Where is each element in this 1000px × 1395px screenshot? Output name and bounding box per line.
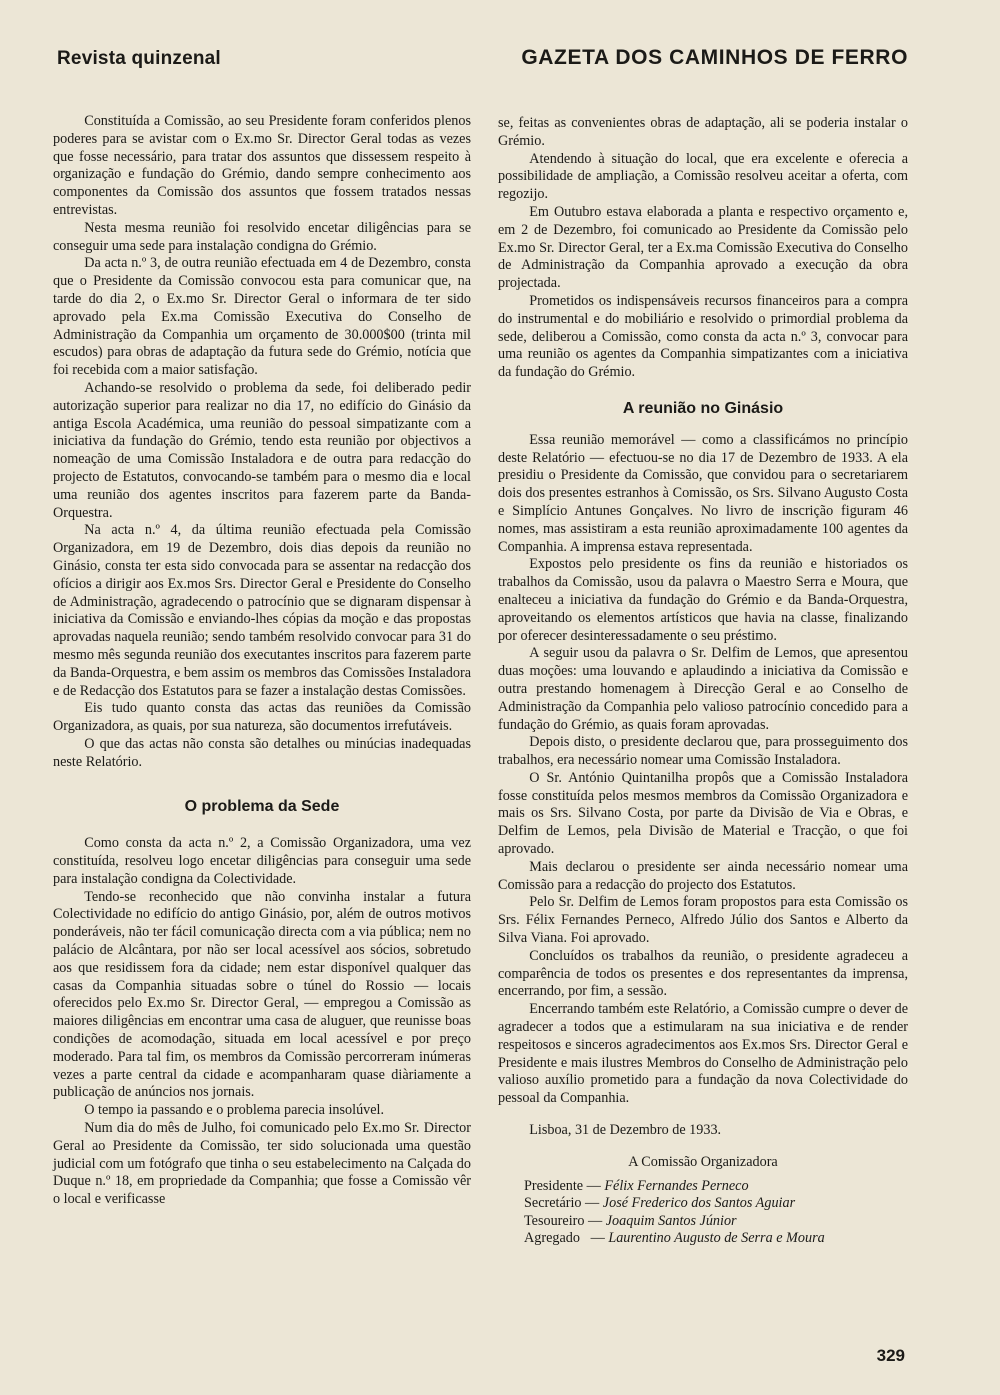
right-paragraphs-after (498, 432, 908, 1108)
left-column (53, 113, 471, 1209)
paragraph: Atendendo à situação do local, que era excelente e oferecia a possibilidade de ampliação, a Comissão resolveu aceitar a oferta, com regozijo. (498, 150, 908, 203)
left-paragraphs-after (53, 835, 471, 1209)
signature-line (524, 1230, 908, 1248)
paragraph: Em Outubro estava elaborada a planta e respectivo orçamento e, em 2 de Dezembro, foi comunicado ao Presidente da Comissão pelo Ex.mo Sr. Director Geral, ter a Ex.ma Comissão Executiva do Conselho de Administração da Companhia aprovado a execução da obra projectada. (498, 203, 908, 292)
paragraph: se, feitas as convenientes obras de adaptação, ali se poderia instalar o Grémio. (498, 115, 908, 149)
header-right-title: GAZETA DOS CAMINHOS DE FERRO (521, 46, 908, 69)
signature-name: Félix Fernandes Perneco (604, 1177, 749, 1194)
signature-role: Agregado — (524, 1230, 609, 1247)
signature-line (524, 1178, 908, 1196)
paragraph: Nesta mesma reunião foi resolvido encetar diligências para se conseguir uma sede para instalação condigna do Grémio. (53, 219, 471, 254)
paragraph: Prometidos os indispensáveis recursos financeiros para a compra do instrumental e do mobiliário e resolvido o primordial problema da sede, deliberou a Comissão, como consta da acta n.º 3, convocar para uma reunião os agentes da Companhia simpatizantes com a iniciativa da fundação do Grémio. (498, 292, 908, 381)
paragraph: O Sr. António Quintanilha propôs que a Comissão Instaladora fosse constituída pelos mesmos membros da Comissão Organizadora e mais os Srs. Silvano Costa, por parte da Divisão de Via e Obras, e Delfim de Lemos, pela Divisão de Material e Tracção, o que foi aprovado. (498, 769, 908, 858)
right-paragraphs (498, 115, 908, 382)
signature-role: Tesoureiro — (524, 1212, 606, 1229)
signature-role: Presidente — (524, 1177, 605, 1194)
paragraph: Mais declarou o presidente ser ainda necessário nomear uma Comissão para a redacção do projecto dos Estatutos. (498, 858, 908, 893)
signature-name: José Frederico dos Santos Aguiar (602, 1195, 796, 1212)
section-heading-sede: O problema da Sede (184, 798, 340, 816)
signature-role: Secretário — (524, 1195, 603, 1212)
date-line: Lisboa, 31 de Dezembro de 1933. (529, 1122, 722, 1139)
paragraph: Na acta n.º 4, da última reunião efectuada pela Comissão Organizadora, em 19 de Dezembro, dois dias depois da reunião no Ginásio, consta ter esta sido convocada para se assentar na redacção dos ofícios a dirigir aos Ex.mos Srs. Director Geral e Presidente do Conselho de Administração, agradecendo o patrocínio que se dignaram dispensar à iniciativa da Comissão e enviando-lhes cópias da moção e das propostas aprovadas naquela reunião; sendo também resolvido convocar para 31 do mesmo mês segunda reunião dos executantes inscritos para fazerem parte da Banda-Orquestra, e bem assim os membros das Comissões Instaladora e de Redacção dos Estatutos para se fazer a instalação destas Comissões. (53, 522, 471, 699)
paragraph: Concluídos os trabalhos da reunião, o presidente agradeceu a comparência de todos os presentes e dos representantes da imprensa, encerrando, por fim, a sessão. (498, 947, 908, 1000)
signature-name: Laurentino Augusto de Serra e Moura (608, 1230, 825, 1247)
left-paragraphs (53, 113, 471, 771)
paragraph: A seguir usou da palavra o Sr. Delfim de Lemos, que apresentou duas moções: uma louvando e aplaudindo a iniciativa da Comissão e outra prestando homenagem à Direcção Geral e ao Conselho de Administração da Companhia pelo valioso patrocínio concedido para a fundação do Grémio, as quais foram aprovadas. (498, 645, 908, 733)
paragraph: O que das actas não consta são detalhes ou minúcias inadequadas neste Relatório. (53, 735, 471, 770)
paragraph: Eis tudo quanto consta das actas das reuniões da Comissão Organizadora, as quais, por sua natureza, são documentos irrefutáveis. (53, 700, 471, 735)
paragraph: Como consta da acta n.º 2, a Comissão Organizadora, uma vez constituída, resolveu logo encetar diligências para conseguir uma sede para instalação condigna da Colectividade. (53, 835, 471, 887)
paragraph: Expostos pelo presidente os fins da reunião e historiados os trabalhos da Comissão, usou da palavra o Maestro Serra e Moura, que enalteceu a iniciativa da fundação do Grémio e da Banda-Orquestra, aproveitando os elementos artísticos que havia na classe, finalizando por oferecer desinteressadamente o seu préstimo. (498, 556, 908, 644)
paragraph: Essa reunião memorável — como a classificámos no princípio deste Relatório — efectuou-se no dia 17 de Dezembro de 1933. A ela presidiu o Presidente da Comissão, que convidou para o secretariarem dois dos presentes estranhos à Comissão, os Srs. Silvano Augusto Costa e Simplício Antunes Gonçalves. No livro de inscrição figuram 46 nomes, mas assistiram a esta reunião aproximadamente 100 agentes da Companhia. A imprensa estava representada. (498, 431, 908, 555)
paragraph: Achando-se resolvido o problema da sede, foi deliberado pedir autorização superior para realizar no dia 17, no edifício do Ginásio da antiga Escola Académica, uma reunião do pessoal simpatizante com a iniciativa da fundação do Grémio, tendo esta reunião por objectivos a nomeação de uma Comissão Instaladora e de outra para redacção do projecto de Estatutos, convocando-se também para o mesmo dia e local uma reunião dos agentes inscritos para fazerem parte da Banda-Orquestra. (53, 379, 471, 521)
paragraph: Depois disto, o presidente declarou que, para prosseguimento dos trabalhos, era necessário nomear uma Comissão Instaladora. (498, 734, 908, 769)
signature-line (524, 1213, 908, 1231)
paragraph: Constituída a Comissão, ao seu Presidente foram conferidos plenos poderes para se avistar com o Ex.mo Sr. Director Geral todas as vezes que fosse necessário, para tratar dos assuntos que dissessem respeito à organização e fundação do Grémio, dando sempre conhecimento aos componentes da Comissão dos assuntos que fossem tratados nessas entrevistas. (53, 113, 471, 218)
right-column (498, 115, 908, 1248)
signature-block (498, 1178, 908, 1248)
signature-line (524, 1195, 908, 1213)
section-heading-ginasio: A reunião no Ginásio (622, 399, 784, 417)
paragraph: Da acta n.º 3, de outra reunião efectuada em 4 de Dezembro, consta que o Presidente da Comissão convocou esta para comunicar que, na tarde do dia 2, o Ex.mo Sr. Director Geral o informara de ter sido aprovado pela Ex.ma Comissão Executiva do Conselho de Administração da Companhia um orçamento de 30.000$00 (trinta mil escudos) para obras de adaptação da futura sede do Grémio, notícia que foi recebida com a maior satisfação. (53, 255, 471, 379)
signature-name: Joaquim Santos Júnior (605, 1212, 737, 1229)
page-number: 329 (876, 1346, 905, 1365)
paragraph: O tempo ia passando e o problema parecia insolúvel. (84, 1102, 385, 1119)
paragraph: Encerrando também este Relatório, a Comissão cumpre o dever de agradecer a todos que a estimularam na sua iniciativa e de render respeitosos e sinceros agradecimentos aos Ex.mos Srs. Director Geral e Presidente e mais ilustres Membros do Conselho de Administração pelo valioso auxílio prometido para a fundação da nova Colectividade do pessoal da Companhia. (498, 1001, 908, 1107)
paragraph: Num dia do mês de Julho, foi comunicado pelo Ex.mo Sr. Director Geral ao Presidente da Comissão, ter sido solucionada uma questão judicial com um fotógrafo que tinha o seu estabelecimento na Calçada do Duque n.º 18, em propriedade da Companhia; que fosse a Comissão vêr o local e verificasse (53, 1120, 471, 1208)
paragraph: Pelo Sr. Delfim de Lemos foram propostos para esta Comissão os Srs. Félix Fernandes Perneco, Alfredo Júlio dos Santos e Alberto da Silva Viana. Foi aprovado. (498, 894, 908, 947)
committee-title: A Comissão Organizadora (628, 1153, 778, 1170)
header-left-title: Revista quinzenal (57, 48, 221, 69)
paragraph: Tendo-se reconhecido que não convinha instalar a futura Colectividade no edifício do antigo Ginásio, por, além de outros motivos ponderáveis, não ter fácil comunicação directa com a via pública; nem no palácio de Alcântara, por não ser local acessível aos sócios, sobretudo aos que residissem fora da cidade; nem estar disponível qualquer das casas da Companhia situadas sobre o túnel do Rossio — locais oferecidos pelo Ex.mo Sr. Director Geral, — empregou a Comissão as maiores diligências em encontrar uma casa de aluguer, que reunisse boas condições de acomodação, situada em local acessível e por preço moderado. Para tal fim, os membros da Comissão percorreram inúmeras vezes a parte central da cidade e acompanharam quase diàriamente a publicação de anúncios nos jornais. (53, 888, 471, 1101)
